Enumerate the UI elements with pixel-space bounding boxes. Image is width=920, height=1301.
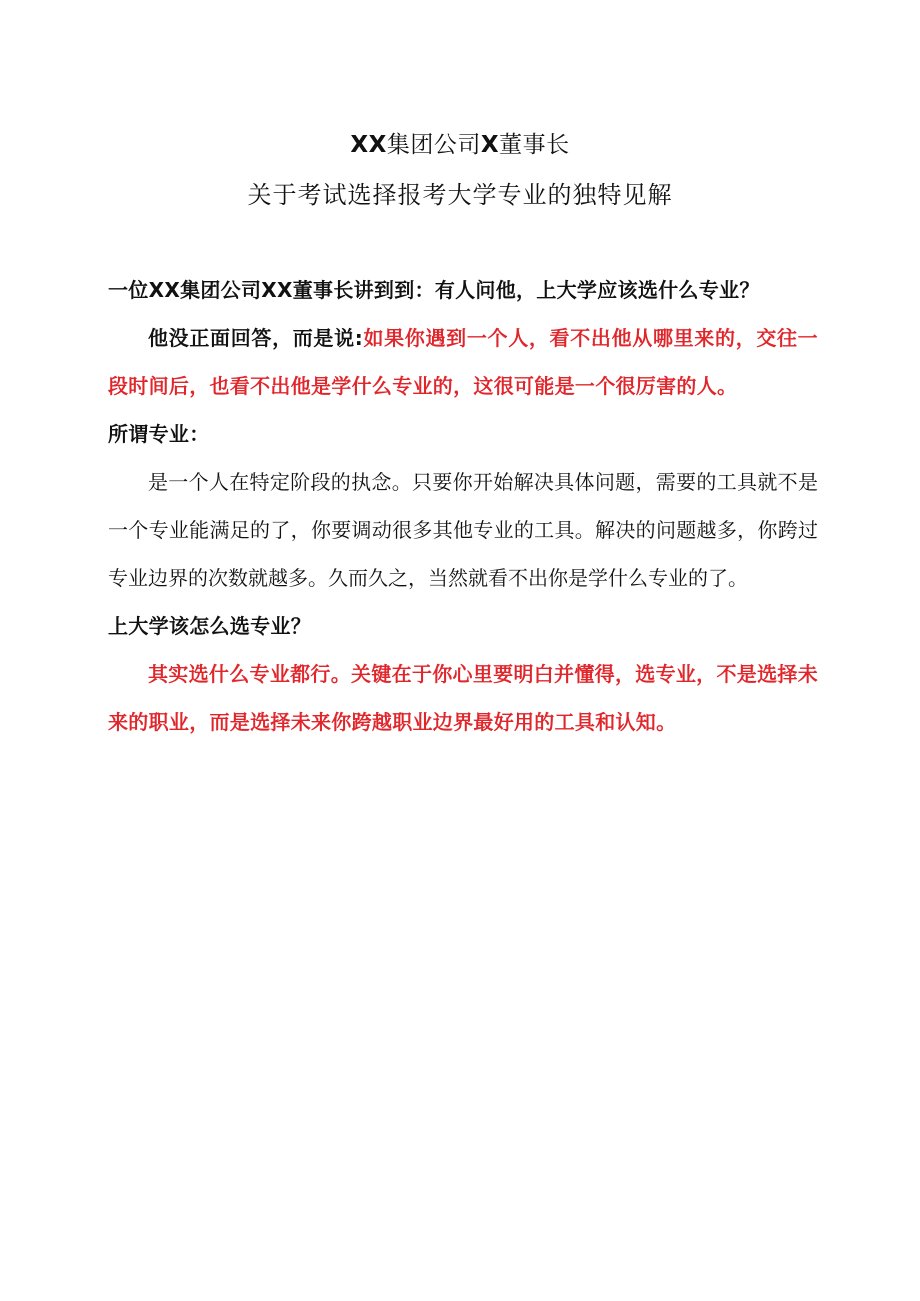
paragraph-answer	[108, 314, 818, 410]
intro-company-code: XX	[148, 278, 181, 302]
intro-person-code: XX	[261, 278, 293, 302]
paragraph-intro	[108, 266, 818, 314]
heading-how-to-choose: 上大学该怎么选专业？	[108, 614, 311, 638]
title-person-code: X	[480, 132, 500, 158]
paragraph-definition: 是一个人在特定阶段的执念。只要你开始解决具体问题，需要的工具就不是一个专业能满足的了，你要调动很多其他专业的工具。解决的问题越多，你跨过专业边界的次数就越多。久而久之，当然就看不出你是学什么专业的了。	[108, 470, 818, 590]
intro-text-e: 董事长讲到到：有人问他，上大学应该选什么专业？	[292, 278, 760, 302]
title-company-code: XX	[350, 132, 387, 158]
heading-definition: 所谓专业：	[108, 422, 210, 446]
answer-lead: 他没正面回答，而是说:	[148, 326, 364, 350]
answer-highlight: 如果你遇到一个人，看不出他从哪里来的，交往一段时间后，也看不出他是学什么专业的，这很可能是一个很厉害的人。	[108, 326, 818, 398]
title-role: 董事长	[499, 132, 570, 158]
document-body	[108, 266, 818, 746]
title-line-1	[0, 124, 920, 166]
title-company: 集团公司	[386, 132, 481, 158]
document-title	[0, 124, 920, 216]
paragraph-conclusion: 其实选什么专业都行。关键在于你心里要明白并懂得，选专业，不是选择未来的职业，而是选择未来你跨越职业边界最好用的工具和认知。	[108, 662, 818, 734]
intro-text-a: 一位	[108, 278, 149, 302]
intro-company: 集团公司	[180, 278, 262, 302]
title-line-2: 关于考试选择报考大学专业的独特见解	[247, 181, 673, 209]
